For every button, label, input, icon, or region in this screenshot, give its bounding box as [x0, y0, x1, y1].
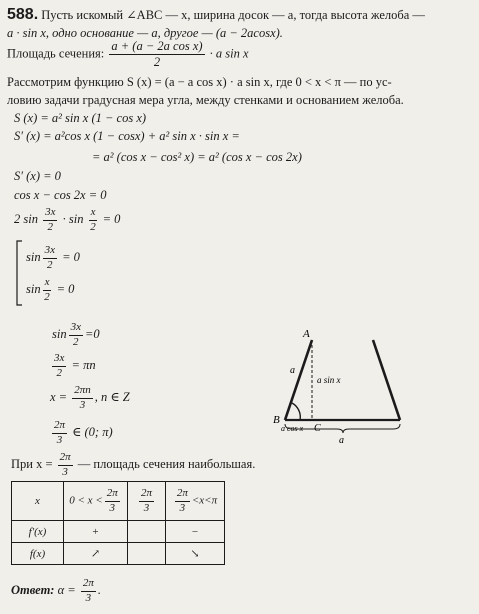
label-vertex-c: C — [314, 423, 321, 434]
left-wall — [285, 340, 312, 420]
solution-line2: $\frac{3x}{2}$ = πn — [54, 352, 96, 379]
answer-line: Ответ: α = $\frac{2\pi}{3}$ . — [11, 577, 101, 604]
table-header-row — [12, 482, 225, 521]
solution-line1: sin $\frac{3x}{2}$ =0 — [52, 321, 100, 348]
table-cell: − — [166, 521, 225, 543]
label-vertex-a: A — [303, 328, 310, 340]
problem-text-line2: a · sin x, одно основание — a, другое — (a − 2acosx). — [7, 26, 283, 40]
sign-table — [11, 481, 225, 565]
trough-cross-section-figure — [265, 325, 415, 447]
system-row2: sin $\frac{x}{2}$ = 0 — [26, 276, 75, 303]
table-row — [12, 543, 225, 565]
derivative-zero: S′ (x) = 0 — [14, 169, 61, 183]
function-s: S (x) = a² sin x (1 − cos x) — [14, 111, 147, 125]
label-base-a: a — [339, 435, 344, 446]
consider-line1: Рассмотрим функцию S (x) = (a − a cos x) · a sin x, где 0 < x < π — по ус- — [7, 75, 392, 89]
angle-arc — [292, 403, 300, 420]
table-cell — [128, 543, 166, 565]
label-wall-a: a — [290, 365, 295, 376]
cos-equation: cos x − cos 2x = 0 — [14, 188, 107, 202]
label-a-cos-x: a cos x — [281, 424, 304, 433]
table-header-interval1: 0 < x < $\frac{2\pi}{3}$ — [64, 482, 128, 521]
problem-number: 588. — [7, 6, 39, 23]
table-cell — [128, 521, 166, 543]
table-cell: ↘ — [166, 543, 225, 565]
area-fraction: $\frac{\text{a + (a − 2a cos x)}}{2}$ — [111, 39, 203, 70]
derivative-line2: = a² (cos x − cos² x) = a² (cos x − cos 2x) — [92, 150, 302, 164]
label-a-sin-x: a sin x — [317, 375, 341, 385]
problem-text-line1: 588. Пусть искомый ∠ABC — x, ширина досок — a, тогда высота желоба — — [7, 6, 425, 23]
derivative-line1: S′ (x) = a²cos x (1 − cosx) + a² sin x · sin x = — [14, 129, 240, 143]
solution-line3: x = $\frac{2\pi n}{3}$ , n ∈ Z — [50, 384, 130, 411]
table-header-interval2: $\frac{2\pi}{3}$ <x<π — [166, 482, 225, 521]
table-row — [12, 521, 225, 543]
table-cell: f(x) — [12, 543, 64, 565]
table-header-point: $\frac{2\pi}{3}$ — [128, 482, 166, 521]
conclusion-line: При x = $\frac{2\pi}{3}$ — площадь сечения наибольшая. — [11, 451, 256, 478]
table-cell: ↗ — [64, 543, 128, 565]
system-bracket — [14, 240, 24, 306]
table-cell: + — [64, 521, 128, 543]
table-header-x: x — [12, 482, 64, 521]
area-formula: Площадь сечения: $\frac{\text{a + (a − 2a cos x)}}{2}$ · a sin x — [7, 39, 249, 70]
table-cell: f′(x) — [12, 521, 64, 543]
solution-line4: $\frac{2\pi}{3}$ ∈ (0; π) — [54, 419, 113, 446]
system-row1: sin $\frac{3x}{2}$ = 0 — [26, 244, 80, 271]
right-wall — [373, 340, 400, 420]
label-vertex-b: B — [273, 414, 280, 426]
consider-line2: ловию задачи градусная мера угла, между стенками и основанием желоба. — [7, 93, 404, 107]
product-equation: 2 sin $\frac{3x}{2}$ · sin $\frac{x}{2}$ = 0 — [14, 206, 121, 233]
